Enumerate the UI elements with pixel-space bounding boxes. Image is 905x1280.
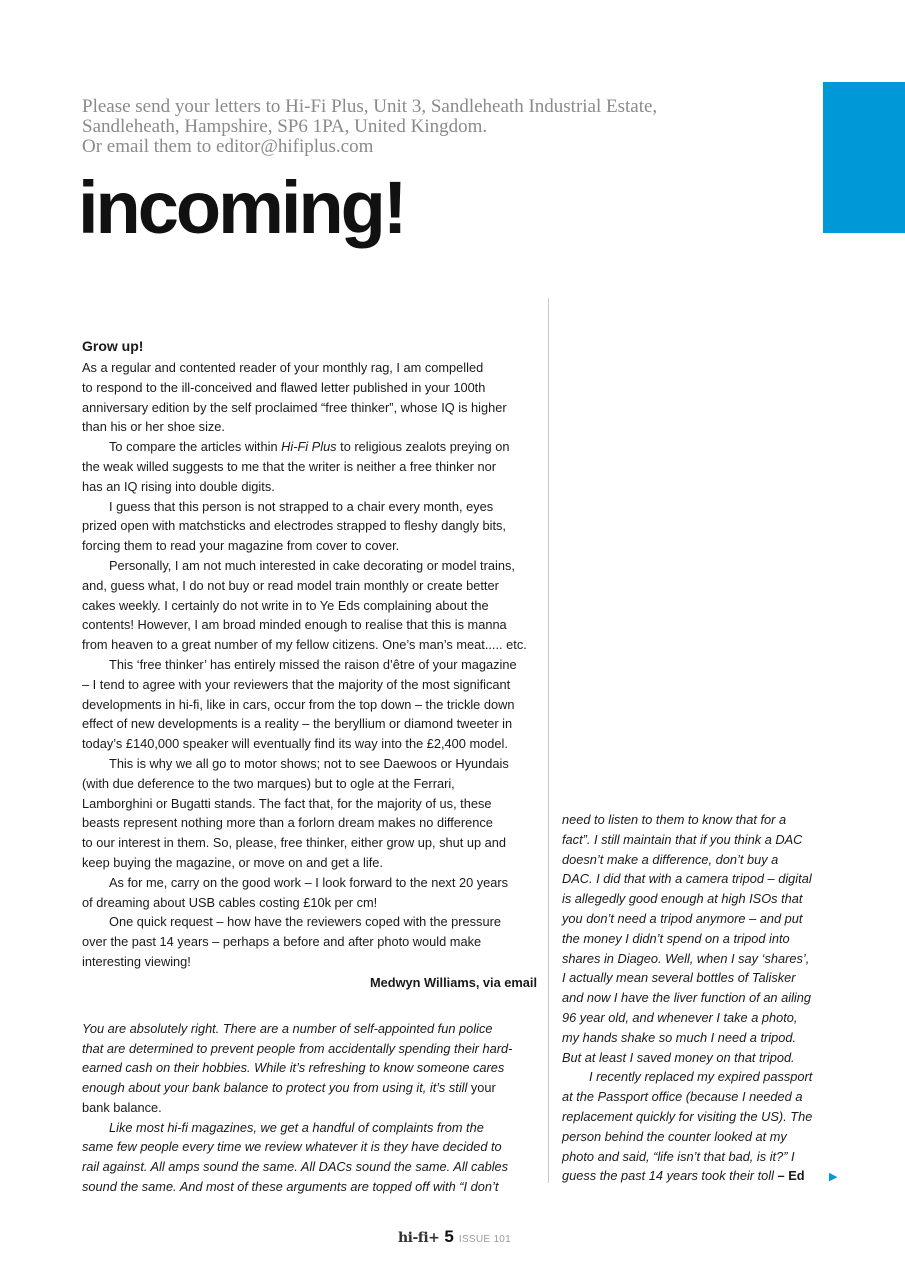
text-line: than his or her shoe size. (82, 419, 225, 435)
text-line: interesting viewing! (82, 953, 191, 969)
text-span: To compare the articles within (109, 439, 282, 455)
text-line: the weak willed suggests to me that the writer is neither a free thinker nor (82, 458, 496, 474)
text-line: and, guess what, I do not buy or read model train monthly or create better (82, 577, 499, 593)
magazine-logo: hi-fi+ (398, 1230, 440, 1246)
editor-reply (82, 1019, 537, 1197)
text-line: today’s £140,000 speaker will eventually find its way into the £2,400 model. (82, 736, 508, 752)
text-line: keep buying the magazine, or move on and get a life. (82, 854, 383, 870)
text-line: As a regular and contented reader of your monthly rag, I am compelled (82, 360, 484, 375)
text-line: is allegedly good enough at high ISOs that (562, 891, 803, 907)
text-line: my hands shake so much I need a tripod. (562, 1029, 797, 1045)
text-line: 96 year old, and whenever I take a photo, (562, 1009, 798, 1025)
text-line: beasts represent nothing more than a forlorn dream makes no difference (82, 815, 493, 831)
page-title: incoming! (78, 166, 405, 249)
text-line: This ‘free thinker’ has entirely missed the raison d’être of your magazine (109, 656, 517, 672)
letter-paragraph (82, 497, 537, 556)
column-divider (548, 298, 549, 1183)
text-line: developments in hi-fi, like in cars, occur from the top down – the trickle down (82, 696, 515, 712)
letter-paragraph (82, 873, 537, 913)
text-line (82, 1078, 537, 1098)
letter-signature: Medwyn Williams, via email (369, 974, 537, 990)
text-line: and now I have the liver function of an ailing (562, 990, 811, 1006)
right-column (562, 810, 827, 1186)
text-line: replacement quickly for visiting the US). The (562, 1108, 813, 1124)
text-line: to respond to the ill-conceived and flawed letter published in your 100th (82, 379, 486, 395)
text-span: guess the past 14 years took their toll (562, 1168, 774, 1184)
text-line: – I tend to agree with your reviewers that the majority of the most significant (82, 676, 511, 692)
address-line: Sandleheath, Hampshire, SP6 1PA, United Kingdom. (82, 116, 488, 137)
text-line: forcing them to read your magazine from cover to cover. (82, 538, 400, 554)
page-number: 5 (444, 1227, 454, 1246)
text-line: photo and said, “life isn’t that bad, is it?” I (562, 1148, 795, 1164)
text-line: anniversary edition by the self proclaimed “free thinker”, whose IQ is higher (82, 399, 507, 415)
text-line: I recently replaced my expired passport (589, 1069, 813, 1085)
letter-paragraph (82, 437, 537, 496)
accent-tab (823, 82, 905, 233)
letter-paragraph (82, 358, 537, 437)
text-line: has an IQ rising into double digits. (82, 478, 275, 494)
text-line: the money I didn’t spend on a tripod into (562, 930, 790, 946)
letter-paragraph (82, 912, 537, 971)
text-line: DAC. I did that with a camera tripod – digital (562, 871, 812, 887)
text-line: fact”. I still maintain that if you think a DAC (562, 831, 803, 847)
text-line: (with due deference to the two marques) but to ogle at the Ferrari, (82, 775, 455, 791)
text-span: enough about your bank balance to protect you from using it, it’s still (82, 1080, 468, 1096)
issue-label: ISSUE 101 (458, 1234, 512, 1245)
text-line: that are determined to prevent people from accidentally spending their hard- (82, 1040, 513, 1056)
text-line: from heaven to a great number of my fellow citizens. One’s man’s meat..... etc. (82, 637, 527, 653)
text-line: rail against. All amps sound the same. All DACs sound the same. All cables (82, 1159, 509, 1175)
text-line: But at least I saved money on that tripod. (562, 1049, 795, 1065)
letter-title: Grow up! (82, 338, 144, 354)
text-line: bank balance. (82, 1099, 162, 1115)
text-line: sound the same. And most of these arguments are topped off with “I don’t (82, 1179, 499, 1195)
text-line: One quick request – how have the reviewers coped with the pressure (109, 914, 501, 930)
editor-signoff: – Ed (773, 1168, 805, 1184)
text-line: effect of new developments is a reality – the beryllium or diamond tweeter in (82, 716, 513, 732)
text-line: you don’t need a tripod anymore – and put (562, 910, 803, 926)
text-line: I guess that this person is not strapped to a chair every month, eyes (109, 498, 494, 514)
text-line: shares in Diageo. Well, when I say ‘shares’, (562, 950, 810, 966)
page-footer (398, 1227, 511, 1247)
magazine-name: Hi-Fi Plus (281, 439, 337, 455)
text-line (562, 1166, 827, 1186)
text-line: doesn’t make a difference, don’t buy a (562, 851, 779, 867)
text-line: Lamborghini or Bugatti stands. The fact that, for the majority of us, these (82, 795, 492, 811)
text-line: need to listen to them to know that for a (562, 812, 787, 827)
text-line: at the Passport office (because I needed a (562, 1089, 803, 1105)
text-line: Like most hi-fi magazines, we get a handful of complaints from the (109, 1119, 484, 1135)
text-line: You are absolutely right. There are a number of self-appointed fun police (82, 1020, 493, 1036)
text-line: This is why we all go to motor shows; not to see Daewoos or Hyundais (109, 755, 509, 771)
triangle-right-icon: ▶ (829, 1171, 838, 1183)
text-line: person behind the counter looked at my (562, 1128, 787, 1144)
text-line: to our interest in them. So, please, free thinker, either grow up, shut up and (82, 835, 506, 851)
text-span: to religious zealots preying on (336, 439, 510, 455)
text-span: your (467, 1080, 496, 1096)
address-line: Or email them to editor@hifiplus.com (82, 136, 374, 157)
text-line: As for me, carry on the good work – I look forward to the next 20 years (109, 874, 509, 890)
text-line: of dreaming about USB cables costing £10k per cm! (82, 894, 378, 910)
text-line: contents! However, I am broad minded enough to realise that this is manna (82, 617, 507, 633)
letters-address (82, 97, 802, 157)
text-line: I actually mean several bottles of Talisker (562, 970, 796, 986)
text-line: cakes weekly. I certainly do not write in to Ye Eds complaining about the (82, 597, 489, 613)
text-line: earned cash on their hobbies. While it’s refreshing to know someone cares (82, 1060, 505, 1076)
text-line: prized open with matchsticks and electrodes strapped to fleshy dangly bits, (82, 518, 506, 534)
letter-paragraph (82, 655, 537, 754)
text-line: Personally, I am not much interested in cake decorating or model trains, (109, 557, 515, 573)
letter-paragraph (82, 556, 537, 655)
text-line: same few people every time we review whatever it is they have decided to (82, 1139, 502, 1155)
address-line: Please send your letters to Hi-Fi Plus, Unit 3, Sandleheath Industrial Estate, (82, 96, 658, 117)
text-line: over the past 14 years – perhaps a before and after photo would make (82, 934, 482, 950)
text-line (82, 437, 537, 457)
left-column (82, 334, 537, 1197)
letter-paragraph (82, 754, 537, 873)
